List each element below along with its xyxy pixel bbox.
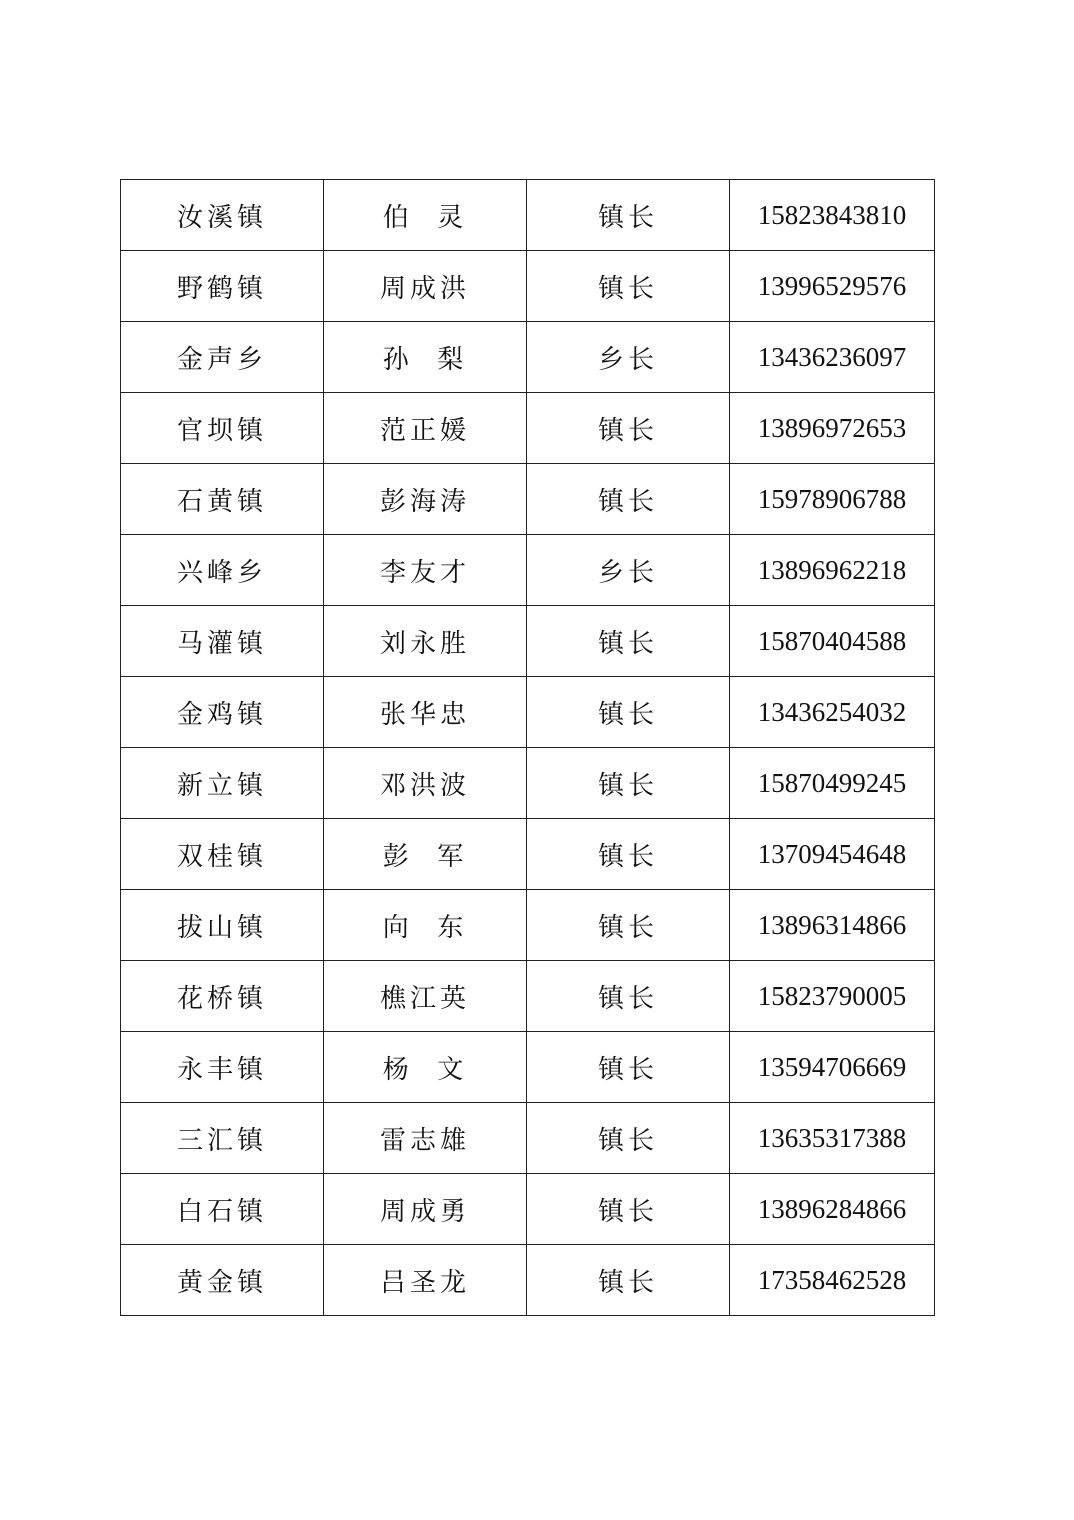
phone-cell: 13996529576 — [730, 251, 935, 322]
title-cell: 镇长 — [527, 819, 730, 890]
phone-cell: 15978906788 — [730, 464, 935, 535]
name-cell: 向 东 — [324, 890, 527, 961]
contacts-table — [120, 179, 935, 1316]
name-cell: 吕圣龙 — [324, 1245, 527, 1316]
phone-cell: 13896314866 — [730, 890, 935, 961]
table-row — [121, 677, 935, 748]
table-row — [121, 180, 935, 251]
phone-cell: 13436254032 — [730, 677, 935, 748]
name-cell: 李友才 — [324, 535, 527, 606]
phone-cell: 15870499245 — [730, 748, 935, 819]
town-cell: 永丰镇 — [121, 1032, 324, 1103]
town-cell: 野鹤镇 — [121, 251, 324, 322]
name-cell: 杨 文 — [324, 1032, 527, 1103]
town-cell: 马灌镇 — [121, 606, 324, 677]
name-cell: 彭 军 — [324, 819, 527, 890]
phone-cell: 13896962218 — [730, 535, 935, 606]
name-cell: 伯 灵 — [324, 180, 527, 251]
town-cell: 金声乡 — [121, 322, 324, 393]
title-cell: 镇长 — [527, 961, 730, 1032]
title-cell: 镇长 — [527, 464, 730, 535]
name-cell: 周成洪 — [324, 251, 527, 322]
title-cell: 镇长 — [527, 1245, 730, 1316]
town-cell: 三汇镇 — [121, 1103, 324, 1174]
name-cell: 范正媛 — [324, 393, 527, 464]
title-cell: 乡长 — [527, 322, 730, 393]
table-row — [121, 535, 935, 606]
table-row — [121, 464, 935, 535]
title-cell: 镇长 — [527, 748, 730, 819]
town-cell: 金鸡镇 — [121, 677, 324, 748]
table-row — [121, 606, 935, 677]
phone-cell: 13896972653 — [730, 393, 935, 464]
phone-cell: 15870404588 — [730, 606, 935, 677]
contacts-table-body — [121, 180, 935, 1316]
title-cell: 镇长 — [527, 393, 730, 464]
title-cell: 镇长 — [527, 1103, 730, 1174]
name-cell: 邓洪波 — [324, 748, 527, 819]
phone-cell: 13594706669 — [730, 1032, 935, 1103]
phone-cell: 13709454648 — [730, 819, 935, 890]
title-cell: 镇长 — [527, 180, 730, 251]
phone-cell: 17358462528 — [730, 1245, 935, 1316]
table-row — [121, 819, 935, 890]
phone-cell: 15823790005 — [730, 961, 935, 1032]
name-cell: 孙 梨 — [324, 322, 527, 393]
town-cell: 黄金镇 — [121, 1245, 324, 1316]
table-row — [121, 1032, 935, 1103]
table-row — [121, 322, 935, 393]
title-cell: 镇长 — [527, 251, 730, 322]
title-cell: 镇长 — [527, 1174, 730, 1245]
table-row — [121, 961, 935, 1032]
title-cell: 乡长 — [527, 535, 730, 606]
town-cell: 白石镇 — [121, 1174, 324, 1245]
title-cell: 镇长 — [527, 890, 730, 961]
table-row — [121, 1245, 935, 1316]
town-cell: 石黄镇 — [121, 464, 324, 535]
town-cell: 官坝镇 — [121, 393, 324, 464]
town-cell: 双桂镇 — [121, 819, 324, 890]
title-cell: 镇长 — [527, 606, 730, 677]
title-cell: 镇长 — [527, 1032, 730, 1103]
phone-cell: 13436236097 — [730, 322, 935, 393]
name-cell: 张华忠 — [324, 677, 527, 748]
table-row — [121, 1103, 935, 1174]
table-row — [121, 393, 935, 464]
town-cell: 兴峰乡 — [121, 535, 324, 606]
name-cell: 樵江英 — [324, 961, 527, 1032]
town-cell: 新立镇 — [121, 748, 324, 819]
phone-cell: 13635317388 — [730, 1103, 935, 1174]
table-row — [121, 1174, 935, 1245]
table-row — [121, 890, 935, 961]
name-cell: 彭海涛 — [324, 464, 527, 535]
table-row — [121, 251, 935, 322]
phone-cell: 15823843810 — [730, 180, 935, 251]
name-cell: 刘永胜 — [324, 606, 527, 677]
table-row — [121, 748, 935, 819]
town-cell: 花桥镇 — [121, 961, 324, 1032]
phone-cell: 13896284866 — [730, 1174, 935, 1245]
name-cell: 雷志雄 — [324, 1103, 527, 1174]
town-cell: 汝溪镇 — [121, 180, 324, 251]
title-cell: 镇长 — [527, 677, 730, 748]
town-cell: 拔山镇 — [121, 890, 324, 961]
name-cell: 周成勇 — [324, 1174, 527, 1245]
